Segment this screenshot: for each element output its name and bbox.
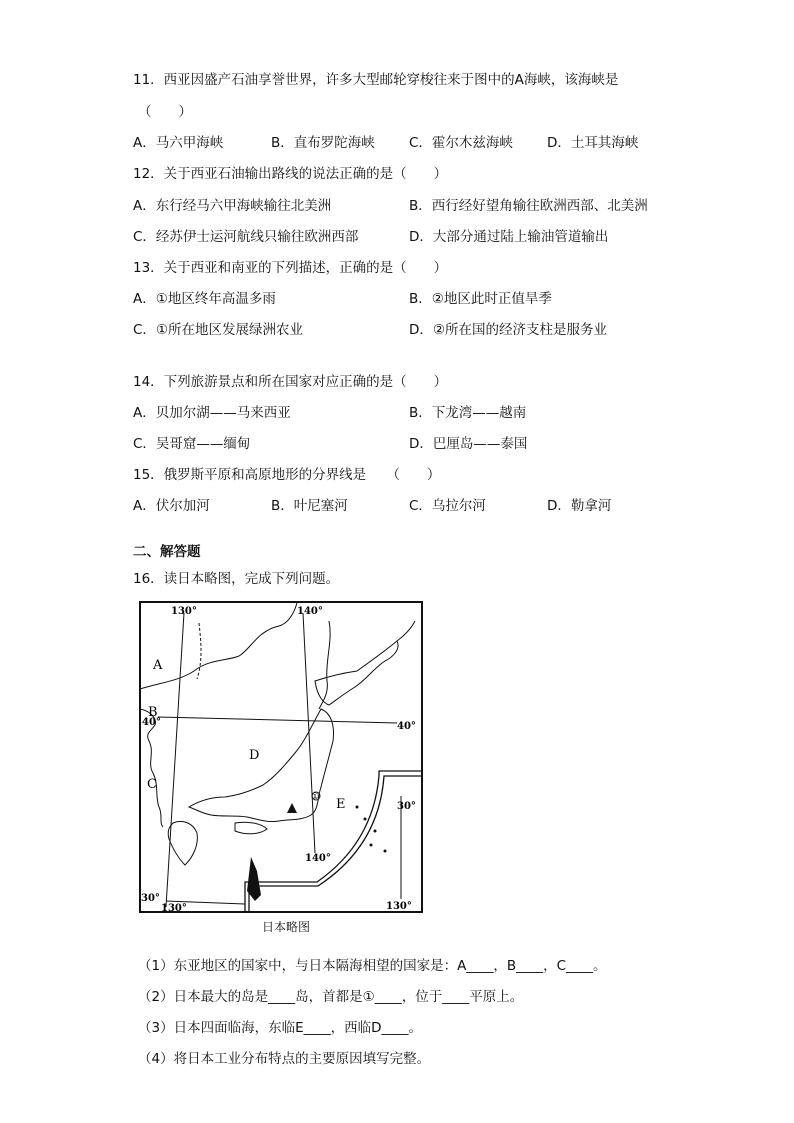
tick-40-left: 40°: [142, 717, 161, 728]
japan-sketch-map: [139, 601, 423, 913]
island-dot: [384, 850, 387, 853]
island-dot: [356, 806, 359, 809]
q13-option-b: B．②地区此时正值旱季: [409, 291, 552, 307]
q12-option-d: D．大部分通过陆上输油管道输出: [409, 229, 609, 245]
q15-option-b: B．叶尼塞河: [271, 498, 348, 514]
tick-140-bottom: 140°: [305, 853, 331, 864]
q11-option-d: D．土耳其海峡: [547, 135, 639, 151]
q14-option-d: D．巴厘岛——泰国: [409, 436, 528, 452]
label-tokyo: ①: [311, 792, 320, 802]
q12-option-b: B．西行经好望角输往欧洲西部、北美洲: [409, 198, 648, 214]
q16-part-1: （1）东亚地区的国家中，与日本隔海相望的国家是：A____，B____，C____。: [138, 958, 607, 974]
map-caption: 日本略图: [262, 920, 311, 934]
q14-stem: 14．下列旅游景点和所在国家对应正确的是（ ）: [133, 374, 448, 390]
section-heading: 二、解答题: [133, 544, 201, 560]
q12-option-a: A．东行经马六甲海峡输往北美洲: [133, 198, 332, 214]
tick-130-top: 130°: [171, 606, 197, 617]
q11-option-a: A．马六甲海峡: [133, 135, 224, 151]
tick-130-bottom-left: 130°: [161, 903, 187, 913]
island-dot: [374, 830, 377, 833]
q15-stem: 15．俄罗斯平原和高原地形的分界线是 （ ）: [133, 467, 441, 483]
q12-stem: 12．关于西亚石油输出路线的说法正确的是（ ）: [133, 166, 448, 182]
q16-part-2: （2）日本最大的岛是____岛，首都是①____，位于____平原上。: [138, 989, 524, 1005]
q11-paren: （ ）: [138, 104, 192, 120]
label-a: A: [153, 658, 163, 673]
q11-option-b: B．直布罗陀海峡: [271, 135, 375, 151]
q14-option-a: A．贝加尔湖——马来西亚: [133, 405, 291, 421]
q14-option-c: C．吴哥窟——缅甸: [133, 436, 251, 452]
q15-option-c: C．乌拉尔河: [409, 498, 486, 514]
q11-option-c: C．霍尔木兹海峡: [409, 135, 513, 151]
q13-stem: 13．关于西亚和南亚的下列描述，正确的是（ ）: [133, 260, 448, 276]
tick-140-top: 140°: [297, 606, 323, 617]
label-e: E: [336, 797, 346, 812]
q11-stem: 11．西亚因盛产石油享誉世界，许多大型邮轮穿梭往来于图中的A海峡，该海峡是: [133, 72, 619, 88]
label-c: C: [147, 777, 157, 792]
tick-30-right: 30°: [397, 801, 416, 812]
q13-option-c: C．①所在地区发展绿洲农业: [133, 322, 304, 338]
q15-option-a: A．伏尔加河: [133, 498, 210, 514]
tick-30-left: 30°: [141, 893, 160, 904]
q14-option-b: B．下龙湾——越南: [409, 405, 527, 421]
island-dot: [364, 818, 367, 821]
q12-option-c: C．经苏伊士运河航线只输往欧洲西部: [133, 229, 359, 245]
q16-stem: 16．读日本略图，完成下列问题。: [133, 571, 340, 587]
tick-40-right: 40°: [397, 721, 416, 732]
q16-part-3: （3）日本四面临海，东临E____，西临D____。: [138, 1020, 423, 1036]
tick-130-bottom-right: 130°: [386, 901, 412, 912]
q13-option-d: D．②所在国的经济支柱是服务业: [409, 322, 607, 338]
island-dot: [370, 844, 373, 847]
q15-option-d: D．勒拿河: [547, 498, 612, 514]
label-d: D: [249, 748, 260, 763]
q13-option-a: A．①地区终年高温多雨: [133, 291, 276, 307]
q16-part-4: （4）将日本工业分布特点的主要原因填写完整。: [138, 1051, 431, 1067]
label-b: B: [148, 705, 158, 720]
